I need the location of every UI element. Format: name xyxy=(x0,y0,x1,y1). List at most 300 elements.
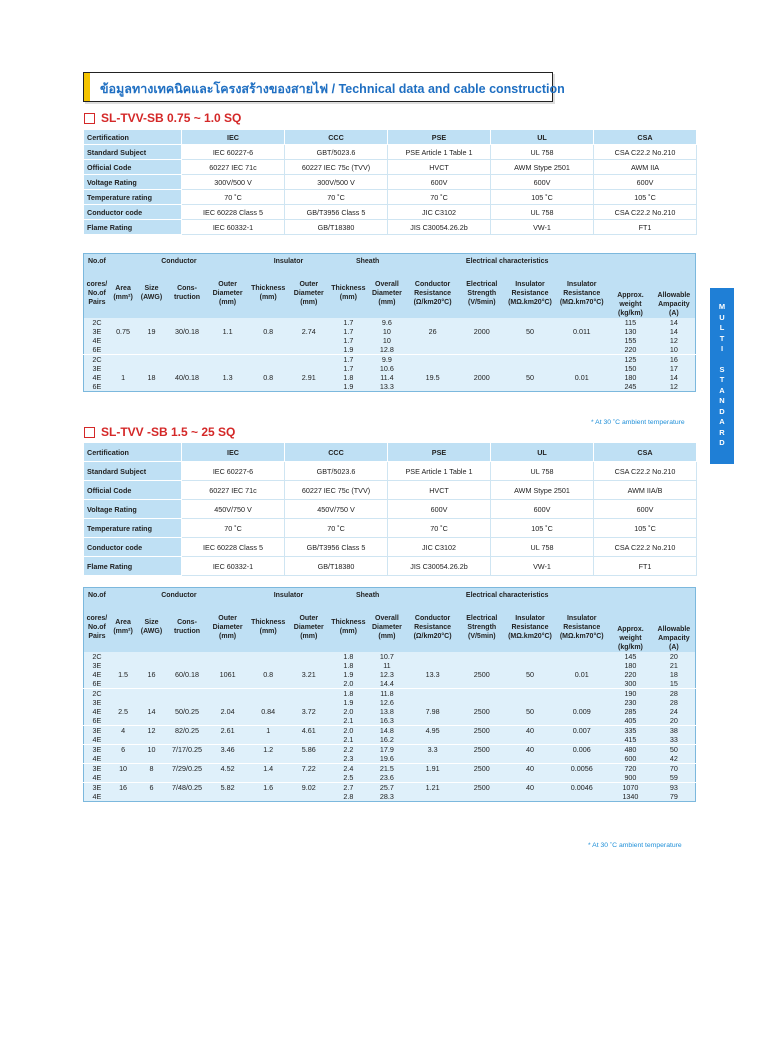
spec-cell: 4E xyxy=(84,792,110,802)
standards-row xyxy=(84,220,697,235)
ampacity-header xyxy=(653,254,696,319)
spec-cell: 23.6 xyxy=(368,773,407,783)
spec-cell: 2.7 xyxy=(329,783,368,793)
spec-cell xyxy=(555,773,608,783)
spec-cell: 4E xyxy=(84,735,110,745)
insulator-resistance-70-header-line: Resistance xyxy=(563,289,601,297)
spec-cell xyxy=(555,689,608,699)
spec-cell xyxy=(248,336,289,345)
standards-row-label: Flame Rating xyxy=(84,220,182,235)
section2-title xyxy=(84,425,235,439)
spec-cell: 2.8 xyxy=(329,792,368,802)
spec-cell: 16.3 xyxy=(368,716,407,726)
standards-row-label: Conductor code xyxy=(84,538,182,557)
spec-cell: 2.0 xyxy=(329,679,368,689)
spec-cell: 28 xyxy=(653,689,696,699)
spec-cell xyxy=(406,698,459,707)
standards-cell: 600V xyxy=(594,500,697,519)
conductor-resistance-header-line: (Ω/km20°C) xyxy=(413,298,452,306)
standards-cell: 60227 IEC 75c (TVV) xyxy=(285,481,388,500)
spec-cell: 3E xyxy=(84,661,110,670)
spec-row xyxy=(84,689,696,699)
spec-row xyxy=(84,327,696,336)
standards-cell: VW-1 xyxy=(491,220,594,235)
insulator-resistance-70-header xyxy=(555,602,608,652)
size-header-line: Size xyxy=(144,619,159,626)
spec-cell: 59 xyxy=(653,773,696,783)
standards-cell: GB/T3956 Class 5 xyxy=(285,205,388,220)
spec-cell: 335 xyxy=(608,726,653,736)
spec-cell: 190 xyxy=(608,689,653,699)
spec-cell xyxy=(288,355,329,365)
spec-cell xyxy=(167,336,208,345)
spec-cell: 1.91 xyxy=(406,764,459,774)
spec-cell xyxy=(555,735,608,745)
conductor-resistance-header-line: Resistance xyxy=(414,623,452,631)
spec-row xyxy=(84,726,696,736)
standards-header-row xyxy=(84,443,697,462)
spec-row xyxy=(84,345,696,355)
standards-cell: UL 758 xyxy=(491,205,594,220)
spec-cell xyxy=(207,355,248,365)
spec-cell: 145 xyxy=(608,652,653,661)
spec-cell xyxy=(459,336,505,345)
spec-cell: 230 xyxy=(608,698,653,707)
sheath-thickness-header xyxy=(329,602,368,652)
spec-cell xyxy=(406,716,459,726)
spec-cell xyxy=(136,345,166,355)
standards-row-label: Temperature rating xyxy=(84,190,182,205)
standards-cell: IEC 60227-6 xyxy=(182,145,285,160)
no-of-label: No.of xyxy=(84,254,110,269)
spec-cell: 300 xyxy=(608,679,653,689)
spec-cell xyxy=(248,698,289,707)
construction-header-line: truction xyxy=(173,294,201,301)
ampacity-unit: (A) xyxy=(669,310,679,317)
spec-cell xyxy=(406,754,459,764)
spec-cell xyxy=(406,336,459,345)
electrical-group-header: Electrical characteristics xyxy=(406,254,608,269)
spec-cell: 18 xyxy=(136,373,166,382)
spec-cell xyxy=(505,792,556,802)
spec-cell xyxy=(406,661,459,670)
spec-cell xyxy=(505,661,556,670)
standards-cell: CSA C22.2 No.210 xyxy=(594,205,697,220)
spec-cell: 2.61 xyxy=(207,726,248,736)
standards-cell: PSE Article 1 Table 1 xyxy=(388,462,491,481)
spec-cell xyxy=(207,689,248,699)
spec-cell: 19 xyxy=(136,327,166,336)
spec-cell xyxy=(207,382,248,392)
spec-row xyxy=(84,355,696,365)
spec-cell: 60/0.18 xyxy=(167,670,208,679)
cores-header-line: No.of xyxy=(87,623,106,631)
spec-cell: 1.7 xyxy=(329,327,368,336)
spec-cell xyxy=(207,661,248,670)
conductor-diameter-header-line: (mm) xyxy=(219,298,237,306)
spec-row xyxy=(84,364,696,373)
standard-column-header: IEC xyxy=(182,130,285,145)
spec-cell: 33 xyxy=(653,735,696,745)
spec-cell: 1340 xyxy=(608,792,653,802)
spec-cell xyxy=(110,792,136,802)
spec-cell xyxy=(136,716,166,726)
standards-cell: 70 ˚C xyxy=(388,519,491,538)
standards-row xyxy=(84,538,697,557)
spec-cell: 40 xyxy=(505,726,556,736)
spec-cell xyxy=(136,689,166,699)
spec-cell: 9.9 xyxy=(368,355,407,365)
spec-row xyxy=(84,707,696,716)
conductor-resistance-header xyxy=(406,268,459,318)
standards-row-label: Voltage Rating xyxy=(84,500,182,519)
area-header-line: Area xyxy=(115,285,131,292)
insulator-diameter-header xyxy=(288,268,329,318)
size-header-line: Size xyxy=(144,285,159,292)
overall-diameter-header-line: Diameter xyxy=(371,623,402,631)
standards-cell: UL 758 xyxy=(491,462,594,481)
spec-cell: 10 xyxy=(110,764,136,774)
spec-cell xyxy=(110,345,136,355)
spec-row xyxy=(84,792,696,802)
spec-cell xyxy=(505,689,556,699)
spec-cell: 21.5 xyxy=(368,764,407,774)
spec-cell: 415 xyxy=(608,735,653,745)
standards-cell: FT1 xyxy=(594,220,697,235)
conductor-resistance-header-line: Resistance xyxy=(414,289,452,297)
overall-diameter-header-line: Overall xyxy=(375,614,399,622)
standards-cell: AWM Stype 2501 xyxy=(491,160,594,175)
spec-cell: 1.7 xyxy=(329,336,368,345)
spec-cell: 30/0.18 xyxy=(167,327,208,336)
spec-cell: 38 xyxy=(653,726,696,736)
spec-cell xyxy=(288,679,329,689)
spec-cell: 245 xyxy=(608,382,653,392)
standards-row-label: Standard Subject xyxy=(84,462,182,481)
spec-cell xyxy=(248,382,289,392)
spec-cell xyxy=(110,661,136,670)
spec-cell: 3E xyxy=(84,783,110,793)
standards-row-label: Voltage Rating xyxy=(84,175,182,190)
spec-cell: 4E xyxy=(84,754,110,764)
spec-cell xyxy=(459,364,505,373)
overall-diameter-header xyxy=(368,602,407,652)
spec-cell: 125 xyxy=(608,355,653,365)
standards-row xyxy=(84,481,697,500)
standards-table-1 xyxy=(83,129,697,235)
electrical-strength-header-line: Strength xyxy=(467,623,497,631)
spec-cell: 12 xyxy=(653,336,696,345)
spec-row xyxy=(84,679,696,689)
spec-cell xyxy=(288,345,329,355)
spec-row xyxy=(84,336,696,345)
spec-cell xyxy=(136,652,166,661)
spec-cell: 1.8 xyxy=(329,373,368,382)
spec-cell xyxy=(207,754,248,764)
spec-cell: 10 xyxy=(653,345,696,355)
spec-cell xyxy=(555,792,608,802)
approx-weight-header xyxy=(608,588,653,653)
spec-cell: 2C xyxy=(84,355,110,365)
spec-cell: 40 xyxy=(505,783,556,793)
spec-cell xyxy=(110,652,136,661)
spec-row xyxy=(84,670,696,679)
spec-cell: 480 xyxy=(608,745,653,755)
spec-cell: 14 xyxy=(136,707,166,716)
conductor-diameter-header xyxy=(207,602,248,652)
spec-cell: 3E xyxy=(84,327,110,336)
spec-cell: 2.5 xyxy=(329,773,368,783)
standards-cell: 600V xyxy=(594,175,697,190)
spec-cell: 16 xyxy=(110,783,136,793)
spec-cell xyxy=(207,773,248,783)
area-header-line: Area xyxy=(115,619,131,626)
standards-cell: 70 ˚C xyxy=(285,519,388,538)
standards-cell: UL 758 xyxy=(491,145,594,160)
spec-cell: 2.74 xyxy=(288,327,329,336)
spec-cell: 0.8 xyxy=(248,327,289,336)
spec-cell xyxy=(505,652,556,661)
spec-cell xyxy=(167,364,208,373)
spec-cell: 6 xyxy=(110,745,136,755)
spec-cell xyxy=(288,336,329,345)
standards-row xyxy=(84,145,697,160)
spec-cell: 10.6 xyxy=(368,364,407,373)
spec-cell xyxy=(555,364,608,373)
conductor-group-header: Conductor xyxy=(110,254,248,269)
spec-cell xyxy=(459,355,505,365)
standards-row-label: Standard Subject xyxy=(84,145,182,160)
insulator-thickness-header-line: Thickness xyxy=(251,619,286,626)
spec-cell xyxy=(248,754,289,764)
insulator-resistance-70-header-line: (MΩ.km70°C) xyxy=(559,632,604,640)
spec-cell: 2.91 xyxy=(288,373,329,382)
standards-cell: 70 ˚C xyxy=(182,190,285,205)
spec-cell xyxy=(110,735,136,745)
standards-cell: AWM IIA xyxy=(594,160,697,175)
spec-cell xyxy=(167,355,208,365)
ambient-note-1: * At 30 ˚C ambient temperature xyxy=(591,419,685,426)
weight-label: weight xyxy=(619,301,642,308)
standards-cell: IEC 60227-6 xyxy=(182,462,285,481)
size-header xyxy=(136,268,166,318)
spec-cell: 13.3 xyxy=(406,670,459,679)
sidebar-letter: U xyxy=(719,312,725,322)
section1-title xyxy=(84,111,241,125)
standards-cell: CSA C22.2 No.210 xyxy=(594,145,697,160)
spec-cell xyxy=(136,661,166,670)
overall-diameter-header xyxy=(368,268,407,318)
sheath-thickness-header-line: Thickness xyxy=(331,285,366,292)
spec-cell xyxy=(555,679,608,689)
spec-cell: 93 xyxy=(653,783,696,793)
spec-cell xyxy=(459,318,505,327)
standards-cell: JIS C30054.26.2b xyxy=(388,557,491,576)
spec-cell xyxy=(136,754,166,764)
standards-cell: 300V/500 V xyxy=(285,175,388,190)
insulator-diameter-header-line: (mm) xyxy=(300,632,318,640)
insulator-resistance-20-header-line: (MΩ.km20°C) xyxy=(508,298,552,306)
standard-column-header: CCC xyxy=(285,443,388,462)
area-header-line: (mm²) xyxy=(113,294,133,301)
spec-cell: 50 xyxy=(653,745,696,755)
standards-row xyxy=(84,519,697,538)
standards-cell: VW-1 xyxy=(491,557,594,576)
spec-cell xyxy=(288,382,329,392)
insulator-resistance-70-header-line: (MΩ.km70°C) xyxy=(559,298,604,306)
spec-cell xyxy=(555,336,608,345)
spec-cell: 12.6 xyxy=(368,698,407,707)
checkbox-square-icon xyxy=(84,113,95,124)
standards-cell: 60227 IEC 71c xyxy=(182,481,285,500)
conductor-diameter-header-line: Diameter xyxy=(212,623,243,631)
spec-cell: 2.3 xyxy=(329,754,368,764)
standards-row xyxy=(84,175,697,190)
spec-cell: 4E xyxy=(84,670,110,679)
spec-row xyxy=(84,661,696,670)
spec-cell xyxy=(136,698,166,707)
spec-cell xyxy=(167,652,208,661)
spec-cell xyxy=(207,716,248,726)
cores-header-line: Pairs xyxy=(88,632,106,640)
spec-cell xyxy=(110,698,136,707)
sidebar-letter: D xyxy=(719,438,725,447)
spec-cell: 7/29/0.25 xyxy=(167,764,208,774)
insulator-resistance-20-header-line: Insulator xyxy=(515,614,545,622)
standards-cell: 300V/500 V xyxy=(182,175,285,190)
spec-cell xyxy=(207,652,248,661)
spec-cell: 3.72 xyxy=(288,707,329,716)
spec-cell: 3E xyxy=(84,745,110,755)
spec-cell xyxy=(288,689,329,699)
spec-cell: 70 xyxy=(653,764,696,774)
spec-cell: 4E xyxy=(84,707,110,716)
spec-row xyxy=(84,735,696,745)
spec-cell xyxy=(167,792,208,802)
approx-label: Approx. xyxy=(617,626,644,633)
section1-title-text: SL-TVV-SB 0.75 ~ 1.0 SQ xyxy=(101,111,242,125)
cores-header-line: Pairs xyxy=(88,298,106,306)
spec-row xyxy=(84,318,696,327)
sidebar-letter: A xyxy=(719,385,725,395)
spec-cell: 0.84 xyxy=(248,707,289,716)
spec-cell: 3.46 xyxy=(207,745,248,755)
spec-cell xyxy=(110,355,136,365)
sidebar-letter: N xyxy=(719,396,725,405)
spec-cell xyxy=(167,318,208,327)
standards-cell: GB/T18380 xyxy=(285,557,388,576)
electrical-strength-header-line: (V/5min) xyxy=(467,632,496,640)
sheath-group-header: Sheath xyxy=(329,254,406,269)
spec-cell: 1.9 xyxy=(329,670,368,679)
spec-cell: 14 xyxy=(653,373,696,382)
standards-cell: FT1 xyxy=(594,557,697,576)
spec-cell: 18 xyxy=(653,670,696,679)
spec-cell: 4E xyxy=(84,773,110,783)
area-header xyxy=(110,602,136,652)
spec-cell: 2.1 xyxy=(329,735,368,745)
checkbox-square-icon xyxy=(84,427,95,438)
electrical-strength-header-line: Electrical xyxy=(466,280,498,288)
spec-cell: 4.95 xyxy=(406,726,459,736)
standards-cell: AWM IIA/B xyxy=(594,481,697,500)
insulator-group-header: Insulator xyxy=(248,254,329,269)
spec-cell: 3.3 xyxy=(406,745,459,755)
spec-cell xyxy=(505,382,556,392)
no-of-label: No.of xyxy=(84,588,110,603)
spec-cell: 20 xyxy=(653,652,696,661)
spec-cell xyxy=(248,345,289,355)
spec-cell: 0.0056 xyxy=(555,764,608,774)
standards-cell: HVCT xyxy=(388,160,491,175)
standards-cell: IEC 60228 Class 5 xyxy=(182,538,285,557)
spec-cell: 2500 xyxy=(459,670,505,679)
spec-cell xyxy=(406,792,459,802)
spec-cell: 17 xyxy=(653,364,696,373)
spec-cell xyxy=(555,345,608,355)
size-header xyxy=(136,602,166,652)
spec-cell xyxy=(207,336,248,345)
conductor-resistance-header xyxy=(406,602,459,652)
standard-column-header: UL xyxy=(491,443,594,462)
spec-cell: 0.01 xyxy=(555,670,608,679)
spec-cell xyxy=(288,735,329,745)
spec-cell xyxy=(207,698,248,707)
spec-cell xyxy=(248,364,289,373)
spec-cell: 2.2 xyxy=(329,745,368,755)
spec-cell: 1070 xyxy=(608,783,653,793)
spec-cell xyxy=(406,679,459,689)
spec-cell: 1.1 xyxy=(207,327,248,336)
certification-label: Certification xyxy=(84,130,182,145)
standard-column-header: CCC xyxy=(285,130,388,145)
spec-cell xyxy=(136,792,166,802)
insulator-resistance-70-header-line: Insulator xyxy=(566,614,597,622)
spec-row xyxy=(84,652,696,661)
spec-row xyxy=(84,764,696,774)
cores-header-line: cores/ xyxy=(86,614,108,622)
standards-row xyxy=(84,205,697,220)
weight-label: weight xyxy=(619,635,642,642)
standard-column-header: UL xyxy=(491,130,594,145)
spec-cell: 2.4 xyxy=(329,764,368,774)
standards-cell: HVCT xyxy=(388,481,491,500)
overall-diameter-header-line: Diameter xyxy=(371,289,402,297)
standards-header-row xyxy=(84,130,697,145)
standards-cell: 105 ˚C xyxy=(491,519,594,538)
construction-header xyxy=(167,602,208,652)
spec-cell xyxy=(167,661,208,670)
spec-row xyxy=(84,382,696,392)
insulator-thickness-header xyxy=(248,602,289,652)
construction-header xyxy=(167,268,208,318)
standards-cell: 70 ˚C xyxy=(285,190,388,205)
insulator-diameter-header xyxy=(288,602,329,652)
spec-cell: 6E xyxy=(84,382,110,392)
spec-cell xyxy=(167,698,208,707)
spec-cell xyxy=(136,355,166,365)
area-header xyxy=(110,268,136,318)
standards-row xyxy=(84,190,697,205)
insulator-resistance-70-header xyxy=(555,268,608,318)
conductor-resistance-header-line: (Ω/km20°C) xyxy=(413,632,452,640)
conductor-resistance-header-line: Conductor xyxy=(414,614,451,622)
spec-cell: 1.8 xyxy=(329,661,368,670)
spec-table-1 xyxy=(83,253,696,392)
standards-row xyxy=(84,557,697,576)
standards-cell: 600V xyxy=(491,175,594,190)
spec-cell xyxy=(459,792,505,802)
